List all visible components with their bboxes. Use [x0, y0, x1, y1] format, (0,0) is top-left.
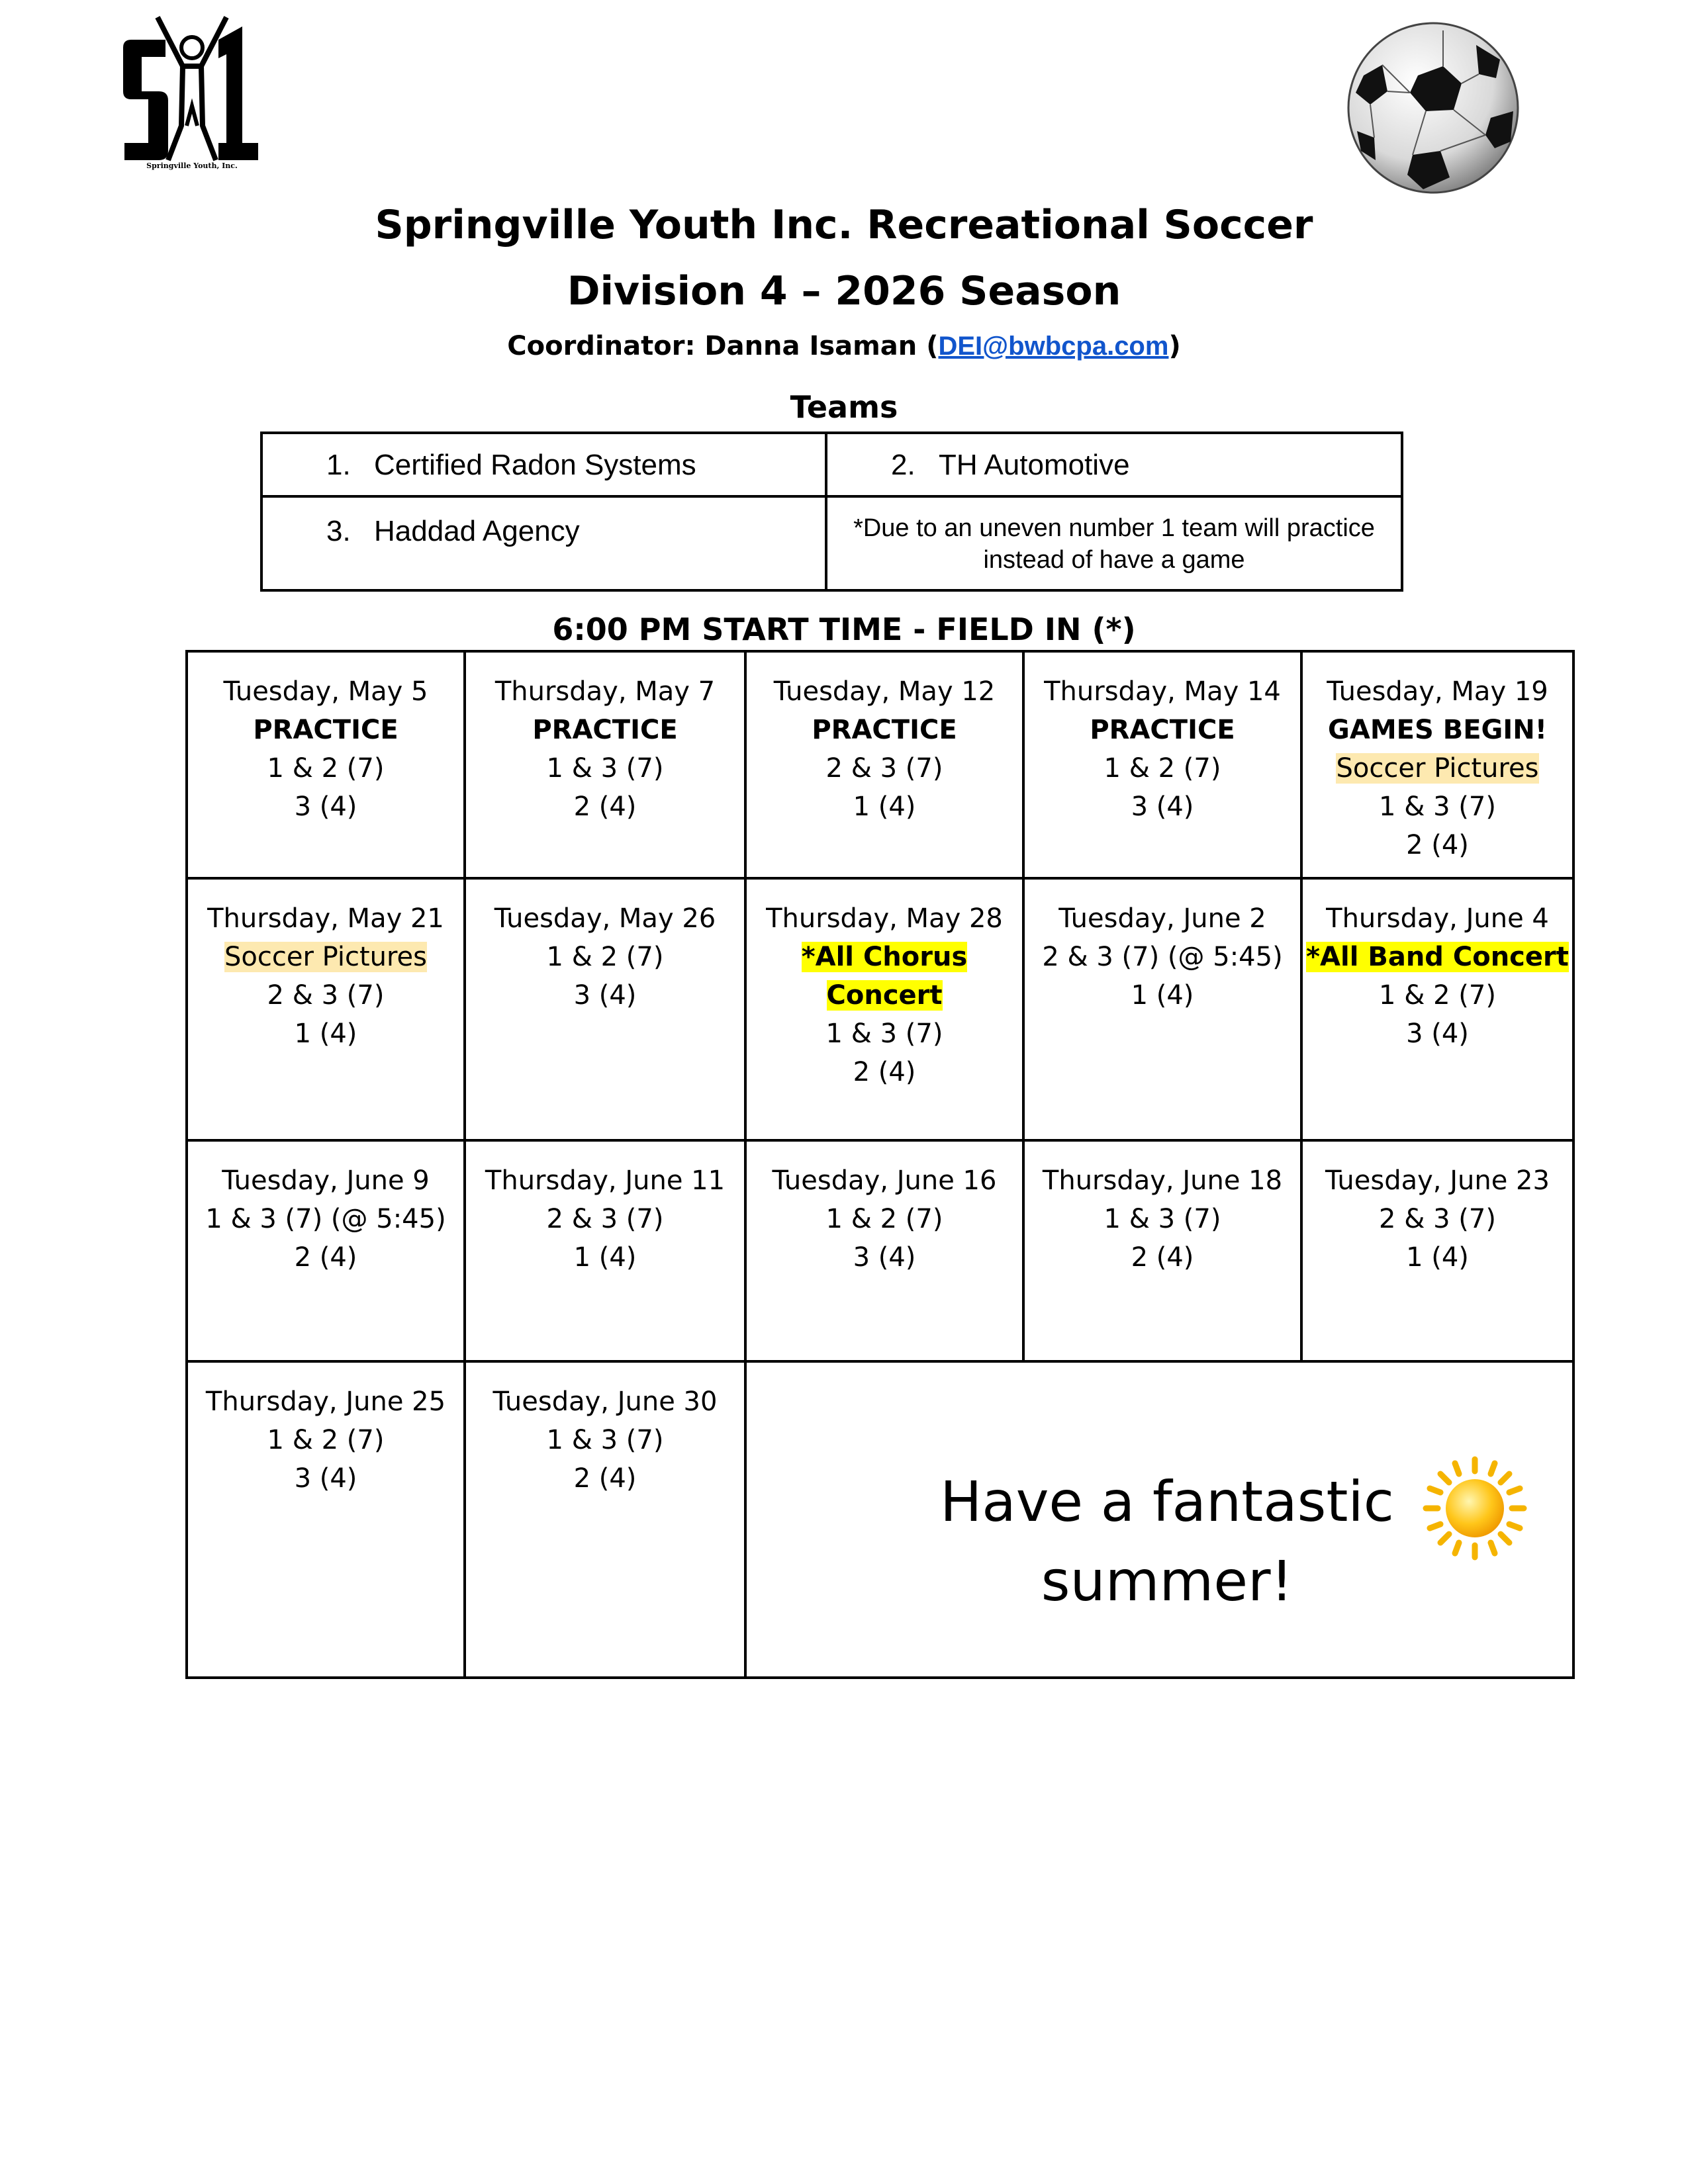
day-game: 1 & 2 (7)	[825, 1204, 943, 1234]
day-date: Tuesday, June 30	[492, 1387, 718, 1417]
day-game: 3 (4)	[573, 980, 637, 1011]
day-note-highlight: *All Band Concert	[1306, 942, 1569, 972]
schedule-calendar	[185, 650, 1575, 1679]
day-game: 1 & 2 (7)	[267, 1425, 385, 1455]
day-date: Tuesday, May 26	[494, 903, 716, 934]
day-game: 1 & 3 (7)	[1379, 792, 1496, 822]
schedule-day	[188, 880, 466, 1142]
schedule-day	[1025, 653, 1303, 880]
day-date: Thursday, June 25	[205, 1387, 446, 1417]
schedule-day	[747, 880, 1025, 1142]
day-date: Tuesday, May 19	[1327, 676, 1548, 707]
closing-line: summer!	[1041, 1549, 1293, 1614]
team-cell	[827, 434, 1401, 498]
schedule-day	[747, 1142, 1025, 1363]
day-game: 1 (4)	[573, 1242, 637, 1273]
teams-note: *Due to an uneven number 1 team will practice instead of have a game	[853, 514, 1375, 574]
day-label: PRACTICE	[532, 715, 678, 745]
day-game: 2 & 3 (7) (@ 5:45)	[1042, 942, 1283, 972]
day-game: 2 & 3 (7)	[267, 980, 385, 1011]
day-date: Thursday, May 7	[494, 676, 716, 707]
closing-line: Have a fantastic	[940, 1469, 1394, 1534]
day-game: 3 (4)	[1131, 792, 1194, 822]
day-label: PRACTICE	[253, 715, 399, 745]
day-game: 3 (4)	[294, 792, 357, 822]
team-number: 3.	[326, 515, 351, 547]
closing-message-cell	[747, 1363, 1572, 1676]
day-game: 2 (4)	[573, 792, 637, 822]
day-date: Thursday, June 18	[1042, 1165, 1283, 1196]
day-note-highlight: Soccer Pictures	[1336, 753, 1539, 784]
day-label: PRACTICE	[812, 715, 957, 745]
day-game: 1 (4)	[294, 1019, 357, 1049]
day-game: 3 (4)	[294, 1463, 357, 1494]
day-game: 3 (4)	[853, 1242, 916, 1273]
day-game: 2 (4)	[853, 1057, 916, 1087]
coordinator-label: Coordinator: Danna Isaman (	[507, 331, 939, 361]
day-date: Tuesday, June 23	[1325, 1165, 1550, 1196]
springville-youth-logo-icon	[119, 13, 265, 172]
schedule-day	[466, 1142, 747, 1363]
day-game: 2 (4)	[573, 1463, 637, 1494]
team-cell	[263, 498, 827, 589]
coordinator-close: )	[1168, 331, 1181, 361]
day-game: 1 & 2 (7)	[546, 942, 664, 972]
schedule-day	[466, 880, 747, 1142]
page-subtitle: Division 4 – 2026 Season	[567, 268, 1121, 314]
page-title: Springville Youth Inc. Recreational Soccer	[375, 202, 1313, 248]
schedule-day	[188, 1363, 466, 1676]
day-date: Tuesday, June 16	[772, 1165, 997, 1196]
team-name: TH Automotive	[939, 449, 1130, 481]
schedule-day	[466, 1363, 747, 1676]
day-game: 1 & 3 (7)	[825, 1019, 943, 1049]
schedule-day	[466, 653, 747, 880]
day-game: 1 & 3 (7) (@ 5:45)	[205, 1204, 446, 1234]
schedule-day	[1303, 1142, 1572, 1363]
sun-icon	[1422, 1455, 1528, 1561]
schedule-day	[188, 1142, 466, 1363]
day-date: Thursday, June 11	[485, 1165, 726, 1196]
day-game: 1 & 2 (7)	[1379, 980, 1496, 1011]
teams-table	[260, 432, 1403, 592]
team-name: Haddad Agency	[374, 515, 580, 547]
day-label: GAMES BEGIN!	[1328, 715, 1547, 745]
day-game: 1 & 3 (7)	[546, 753, 664, 784]
day-date: Thursday, June 4	[1326, 903, 1549, 934]
day-game: 2 (4)	[294, 1242, 357, 1273]
day-date: Tuesday, May 5	[223, 676, 428, 707]
team-number: 1.	[326, 449, 351, 481]
day-label: PRACTICE	[1090, 715, 1235, 745]
logo-caption: Springville Youth, Inc.	[146, 161, 238, 170]
schedule-day	[1303, 653, 1572, 880]
day-game: 2 (4)	[1131, 1242, 1194, 1273]
day-date: Tuesday, May 12	[773, 676, 996, 707]
schedule-day	[188, 653, 466, 880]
team-number: 2.	[891, 449, 915, 481]
day-game: 1 (4)	[853, 792, 916, 822]
day-note-highlight: Soccer Pictures	[224, 942, 427, 972]
day-game: 1 (4)	[1406, 1242, 1469, 1273]
day-game: 1 & 3 (7)	[546, 1425, 664, 1455]
day-game: 3 (4)	[1406, 1019, 1469, 1049]
day-game: 1 & 3 (7)	[1103, 1204, 1221, 1234]
teams-heading: Teams	[790, 389, 898, 425]
day-date: Tuesday, June 2	[1058, 903, 1266, 934]
day-game: 1 & 2 (7)	[267, 753, 385, 784]
day-game: 2 & 3 (7)	[825, 753, 943, 784]
coordinator-email-link[interactable]: DEI@bwbcpa.com	[938, 332, 1169, 361]
schedule-heading: 6:00 PM START TIME - FIELD IN (*)	[552, 612, 1136, 647]
day-game: 2 (4)	[1406, 830, 1469, 860]
schedule-day	[1025, 1142, 1303, 1363]
schedule-day	[747, 653, 1025, 880]
soccer-ball-icon	[1344, 19, 1523, 197]
team-name: Certified Radon Systems	[374, 449, 696, 481]
day-game: 2 & 3 (7)	[546, 1204, 664, 1234]
day-date: Tuesday, June 9	[222, 1165, 430, 1196]
day-date: Thursday, May 28	[766, 903, 1003, 934]
day-date: Thursday, May 21	[207, 903, 444, 934]
coordinator-line	[0, 331, 1688, 361]
schedule-day	[1025, 880, 1303, 1142]
team-cell	[263, 434, 827, 498]
day-game: 2 & 3 (7)	[1379, 1204, 1496, 1234]
day-game: 1 & 2 (7)	[1103, 753, 1221, 784]
day-note-highlight: *All Chorus Concert	[801, 942, 968, 1011]
day-game: 1 (4)	[1131, 980, 1194, 1011]
day-date: Thursday, May 14	[1044, 676, 1281, 707]
schedule-day	[1303, 880, 1572, 1142]
